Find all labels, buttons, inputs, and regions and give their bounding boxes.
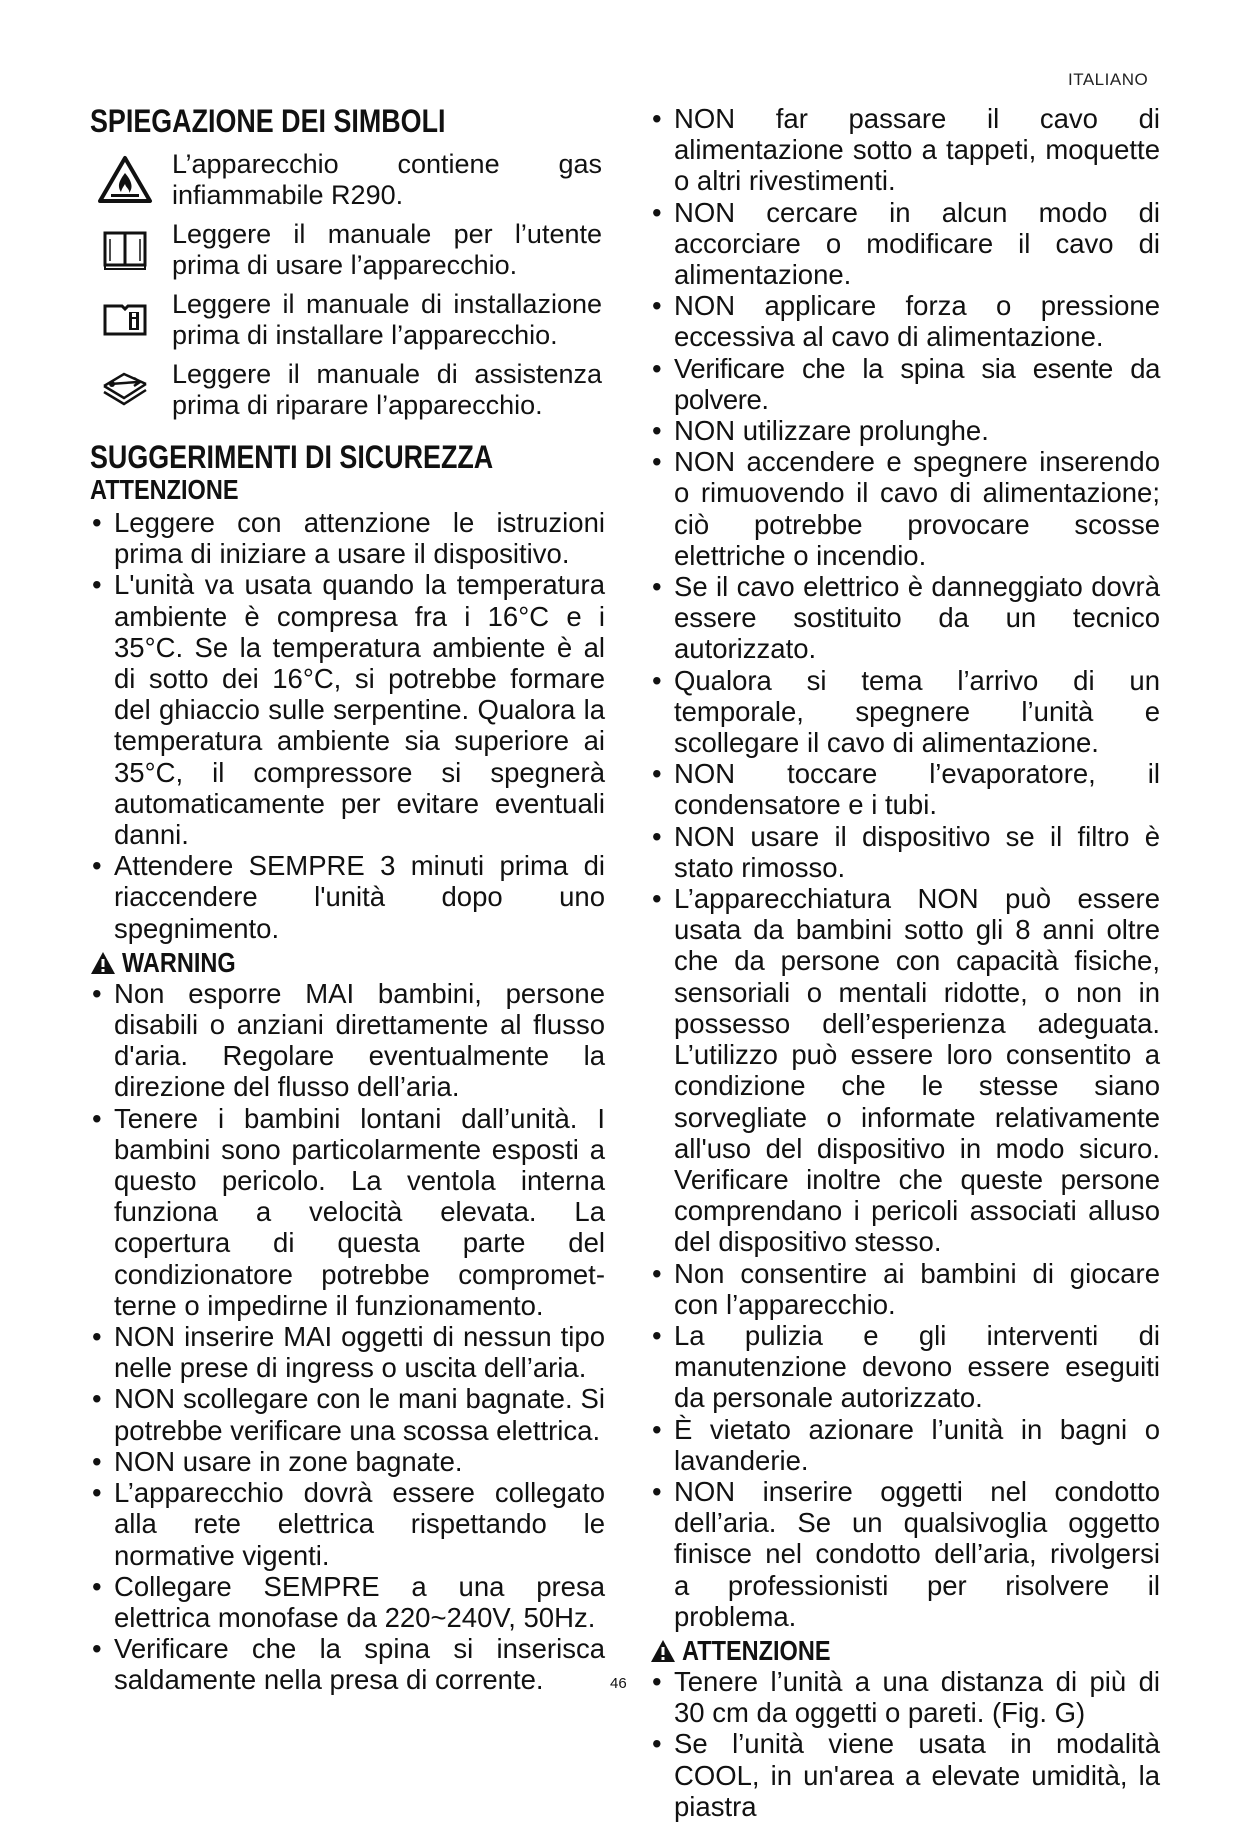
warning-heading [90, 948, 605, 978]
symbol-text-service-manual: Leggere il manuale di assistenza prima di riparare l’apparecchio. [172, 359, 602, 420]
warning-triangle-icon [650, 1639, 676, 1663]
list-item: • L’apparecchio dovrà essere collegato alla rete elettrica rispettando le normative vigenti. [92, 1477, 605, 1571]
warning-title: WARNING [122, 946, 236, 978]
list-item: • Collegare SEMPRE a una presa elettrica monofase da 220~240V, 50Hz. [92, 1570, 605, 1633]
symbols-title: SPIEGAZIONE DEI SIMBOLI [90, 103, 446, 139]
left-column [90, 103, 605, 1696]
list-item: • Tenere l’unità a una distanza di più di 30 cm da oggetti o pareti. (Fig. G) [652, 1665, 1160, 1729]
symbol-row-installation-manual [90, 289, 605, 351]
symbol-text-flammable: L’apparecchio contiene gas infiammabile R290. [172, 149, 602, 210]
list-item: • NON inserire MAI oggetti di nessun tipo nelle prese di ingress o uscita dell’aria. [92, 1321, 605, 1384]
page-number: 46 [610, 1675, 627, 1692]
symbol-row-user-manual [90, 219, 605, 281]
attenzione2-title: ATTENZIONE [682, 1634, 831, 1666]
list-item: • L'unità va usata quando la temperatura ambiente è compresa fra i 16°C e i 35°C. Se la temperatura ambiente è al di sotto dei 16°C, si potrebbe formare del ghiaccio sulle serpentine. Qualora la temperatura ambiente sia superiore ai 35°C, il compressore si spegnerà automaticamente per evitare eventuali danni. [92, 569, 605, 851]
language-label: ITALIANO [1068, 70, 1149, 89]
safety-list-continued [650, 103, 1160, 1632]
list-item: • Verificare che la spina si inserisca saldamente nella presa di corrente. [92, 1633, 605, 1696]
attenzione2-list [650, 1666, 1160, 1822]
list-item: • NON far passare il cavo di alimentazione sotto a tappeti, moquette o altri rivestimenti. [652, 103, 1160, 197]
symbol-row-service-manual [90, 359, 605, 421]
attenzione2-heading [650, 1636, 1160, 1666]
installation-manual-icon [90, 289, 160, 351]
list-item: • Tenere i bambini lontani dall’unità. I bambini sono particolarmente esposti a questo pericolo. La ventola interna funziona a velocità elevata. La copertura di questa parte del condizionatore potrebbe comprometterne o impedirne il funzionamento. [92, 1102, 605, 1321]
symbol-text-user-manual: Leggere il manuale per l’utente prima di usare l’apparecchio. [172, 219, 602, 280]
list-item: • Se l’unità viene usata in modalità COOL, in un'area a elevate umidità, la piastra [652, 1728, 1160, 1822]
safety-title: SUGGERIMENTI DI SICUREZZA [90, 439, 494, 475]
right-column [650, 103, 1160, 1822]
symbol-row-flammable [90, 149, 605, 211]
list-item: • NON scollegare con le mani bagnate. Si potrebbe verificare una scossa elettrica. [92, 1383, 605, 1446]
attenzione-list [90, 507, 605, 944]
user-manual-icon [90, 219, 160, 281]
list-item: • La pulizia e gli interventi di manutenzione devono essere eseguiti da personale autorizzato. [652, 1319, 1160, 1414]
symbol-text-installation-manual: Leggere il manuale di installazione prima di installare l’apparecchio. [172, 289, 602, 350]
list-item: • NON cercare in alcun modo di accorciare o modificare il cavo di alimentazione. [652, 196, 1160, 291]
list-item: • Verificare che la spina sia esente da polvere. [652, 352, 1160, 415]
list-item: • NON usare in zone bagnate. [92, 1445, 463, 1477]
warning-triangle-icon [90, 951, 116, 975]
list-item: • Leggere con attenzione le istruzioni prima di iniziare a usare il dispositivo. [92, 507, 605, 570]
list-item: • NON inserire oggetti nel condotto dell’aria. Se un qualsivoglia oggetto finisce nel condotto dell’aria, rivolgersi a professionisti per risolvere il problema. [652, 1475, 1160, 1632]
list-item: • L’apparecchiatura NON può essere usata da bambini sotto gli 8 anni oltre che da persone con capacità fisiche, sensoriali o mentali ridotte, o non in possesso dell’esperienza adeguata. L’utilizzo può essere loro consentito a condizione che le stesse siano sorvegliate o informate relativamente all'uso del dispositivo in modo sicuro. Verificare inoltre che queste persone comprendano i pericoli associati alluso del dispositivo stesso. [652, 883, 1160, 1258]
list-item: • NON accendere e spegnere inserendo o rimuovendo il cavo di alimentazione; ciò potrebbe provocare scosse elettriche o incendio. [652, 446, 1160, 571]
list-item: • Se il cavo elettrico è danneggiato dovrà essere sostituito da un tecnico autorizzato. [652, 571, 1160, 665]
list-item: • Non consentire ai bambini di giocare con l’apparecchio. [652, 1257, 1160, 1320]
list-item: • Qualora si tema l’arrivo di un temporale, spegnere l’unità e scollegare il cavo di alimentazione. [652, 664, 1160, 759]
list-item: • Attendere SEMPRE 3 minuti prima di riaccendere l'unità dopo uno spegnimento. [92, 850, 605, 944]
list-item: • NON usare il dispositivo se il filtro è stato rimosso. [652, 820, 1160, 883]
attenzione-heading: ATTENZIONE [90, 474, 239, 505]
list-item: • NON utilizzare prolunghe. [652, 415, 989, 447]
list-item: • Non esporre MAI bambini, persone disabili o anziani direttamente al flusso d'aria. Regolare eventualmente la direzione del flusso dell’aria. [92, 977, 605, 1103]
service-manual-icon [90, 359, 160, 421]
list-item: • NON applicare forza o pressione eccessiva al cavo di alimentazione. [652, 290, 1160, 353]
flammable-warning-icon [90, 149, 160, 211]
warning-list [90, 978, 605, 1696]
list-item: • NON toccare l’evaporatore, il condensatore e i tubi. [652, 758, 1160, 821]
list-item: • È vietato azionare l’unità in bagni o lavanderie. [652, 1413, 1160, 1476]
